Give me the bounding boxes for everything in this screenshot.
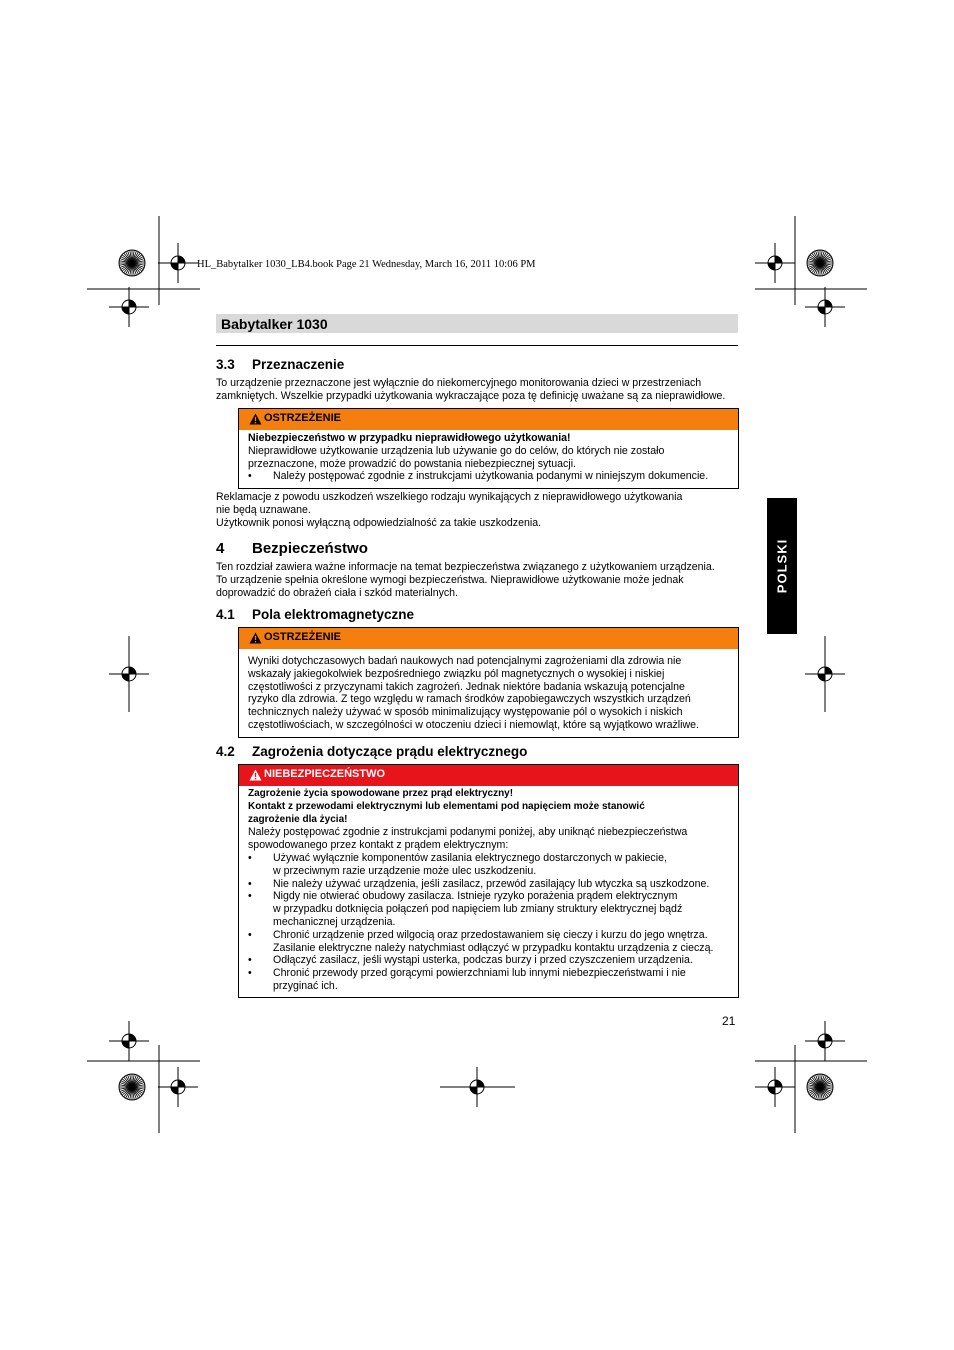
section-4-heading (216, 540, 368, 557)
section-number: 4.1 (216, 607, 235, 622)
text-line: doprowadzić do obrażeń ciała i szkód materialnych. (216, 586, 459, 599)
section-title: Zagrożenia dotyczące prądu elektrycznego (252, 744, 528, 759)
section-number: 4.2 (216, 744, 235, 759)
text-line: nie będą uznawane. (216, 503, 311, 516)
section-4-intro (216, 561, 746, 599)
crosshair-target (805, 287, 845, 327)
list-item-text: Chronić urządzenie przed wilgocią oraz przedostawaniem się cieczy i kurzu do jego wnętrza. (273, 928, 708, 941)
registration-wheel (807, 1074, 833, 1100)
section-3-3-heading (216, 357, 344, 372)
list-item (248, 890, 729, 928)
section-number: 4 (216, 540, 225, 557)
list-item-text: mechanicznej urządzenia. (273, 915, 396, 928)
text-line: Wyniki dotychczasowych badań naukowych nad potencjalnymi zagrożeniami dla zdrowia nie (248, 655, 682, 667)
text-line: Ten rozdział zawiera ważne informacje na temat bezpieczeństwa związanego z użytkowaniem urządzenia. (216, 561, 715, 573)
danger-label: NIEBEZPIECZEŃSTWO (264, 768, 386, 780)
warning-title: Niebezpieczeństwo w przypadku nieprawidłowego użytkowania! (248, 432, 571, 444)
list-item (248, 967, 729, 993)
section-number: 3.3 (216, 357, 235, 372)
registration-wheel (119, 1074, 145, 1100)
list-item-text: Należy postępować zgodnie z instrukcjami użytkowania podanymi w niniejszym dokumencie. (273, 470, 709, 483)
bullet-mark: • (248, 967, 252, 980)
text-line: spowodowanego przez kontakt z prądem elektrycznym: (248, 839, 509, 852)
text-line: wskazały jakiegokolwiek bezpośredniego związku pól magnetycznych o wysokiej i niskiej (248, 667, 665, 680)
bullet-mark: • (248, 890, 252, 903)
list-item-text: w przypadku dotknięcia połączeń pod napięciem lub zmiany struktury elektrycznej bądź (273, 903, 683, 916)
warning-header (239, 409, 738, 430)
section-4-2-heading (216, 744, 527, 759)
list-item-text: Używać wyłącznie komponentów zasilania elektrycznego dostarczonych w pakiecie, (273, 851, 667, 864)
crosshair-target (109, 287, 149, 327)
list-item-text: Chronić przewody przed gorącymi powierzchniami lub innymi niebezpieczeństwami i nie (273, 967, 686, 980)
print-header: HL_Babytalker 1030_LB4.book Page 21 Wednesday, March 16, 2011 10:06 PM (197, 259, 536, 270)
bullet-mark: • (248, 928, 252, 941)
text-line: Reklamacje z powodu uszkodzeń wszelkiego rodzaju wynikających z nieprawidłowego użytkowania (216, 491, 683, 503)
text-line: częstotliwościach, w szczególności w otoczeniu dzieci i niemowląt, które są wyjątkowo wrażliwe. (248, 718, 699, 731)
bullet-mark: • (248, 470, 252, 483)
list-item-text: w przeciwnym razie urządzenie może ulec uszkodzeniu. (273, 864, 537, 877)
crosshair-target (755, 243, 795, 283)
text-line: Należy postępować zgodnie z instrukcjami podanymi poniżej, aby uniknąć niebezpieczeństwa (248, 826, 688, 839)
text-line: ryzyko dla zdrowia. Z tego względu w ramach środków zapobiegawczych wszystkich urządzeń (248, 693, 691, 706)
document-title: Babytalker 1030 (221, 316, 328, 332)
text-line: zamkniętych. Wszelkie przypadki użytkowania wykraczające poza tę definicję uważane są za nieprawidłowe. (216, 389, 726, 402)
text-line: To urządzenie przeznaczone jest wyłącznie do niekomercyjnego monitorowania dzieci w przestrzeniach (216, 377, 702, 389)
text-line: przeznaczone, może prowadzić do powstania niebezpiecznej sytuacji. (248, 457, 576, 470)
document-title-bar (216, 314, 738, 333)
section-3-3-liability (216, 491, 746, 529)
bullet-list (248, 852, 729, 993)
warning-box-emf (238, 627, 739, 738)
danger-box-electric (238, 764, 739, 998)
text-line: technicznych należy używać w sposób minimalizujący występowanie pól o wysokich i niskich (248, 706, 683, 719)
warning-triangle-icon (249, 413, 262, 425)
list-item (248, 929, 729, 955)
list-item-text: Zasilanie elektryczne należy natychmiast odłączyć w przypadku kontaktu urządzenia z cieczą. (273, 941, 714, 954)
list-item-text: przyginać ich. (273, 979, 338, 992)
list-item-text: Nie należy używać urządzenia, jeśli zasilacz, przewód zasilający lub wtyczka są uszkodzone. (273, 877, 710, 890)
crosshair-target (158, 1067, 198, 1107)
warning-box-misuse (238, 408, 739, 489)
danger-title: Zagrożenie życia spowodowane przez prąd elektryczny! (248, 788, 514, 799)
text-line: Użytkownik ponosi wyłączną odpowiedzialność za takie uszkodzenia. (216, 516, 542, 529)
crosshair-target (755, 1067, 795, 1107)
list-item-text: Nigdy nie otwierać obudowy zasilacza. Istnieje ryzyko porażenia prądem elektrycznym (273, 890, 678, 903)
danger-title: zagrożenie dla życia! (248, 813, 348, 825)
language-tab-label: POLSKI (774, 538, 790, 594)
section-title: Pola elektromagnetyczne (252, 607, 415, 622)
list-item-text: Odłączyć zasilacz, jeśli wystąpi usterka, podczas burzy i przed czyszczeniem urządzenia. (273, 954, 693, 967)
section-4-1-heading (216, 607, 414, 622)
warning-label: OSTRZEŻENIE (264, 631, 342, 643)
warning-header (239, 628, 738, 649)
danger-title: Kontakt z przewodami elektrycznymi lub elementami pod napięciem może stanowić (248, 800, 645, 812)
crosshair-target (158, 243, 198, 283)
bullet-mark: • (248, 851, 252, 864)
danger-header (239, 765, 738, 786)
registration-wheel (119, 250, 145, 276)
crosshair-target (109, 1021, 149, 1061)
bullet-mark: • (248, 954, 252, 967)
page-number: 21 (722, 1014, 736, 1028)
list-item (248, 470, 729, 483)
crosshair-target (805, 1021, 845, 1061)
danger-triangle-icon (249, 769, 262, 781)
list-item (248, 878, 729, 891)
section-title: Przeznaczenie (252, 357, 345, 372)
text-line: Nieprawidłowe użytkowanie urządzenia lub używanie go do celów, do których nie zostało (248, 444, 665, 457)
warning-label: OSTRZEŻENIE (264, 412, 342, 424)
list-item (248, 852, 729, 878)
list-item (248, 954, 729, 967)
text-line: To urządzenie spełnia określone wymogi bezpieczeństwa. Nieprawidłowe użytkowanie może jednak (216, 573, 684, 586)
section-title: Bezpieczeństwo (252, 540, 368, 557)
section-3-3-intro (216, 377, 746, 403)
title-divider (216, 345, 738, 346)
bullet-mark: • (248, 877, 252, 890)
language-tab (767, 498, 797, 634)
warning-triangle-icon (249, 632, 262, 644)
text-line: częstotliwości z przyczynami takich zagrożeń. Jednak niektóre badania wskazują potencjalne (248, 680, 685, 693)
registration-wheel (807, 250, 833, 276)
